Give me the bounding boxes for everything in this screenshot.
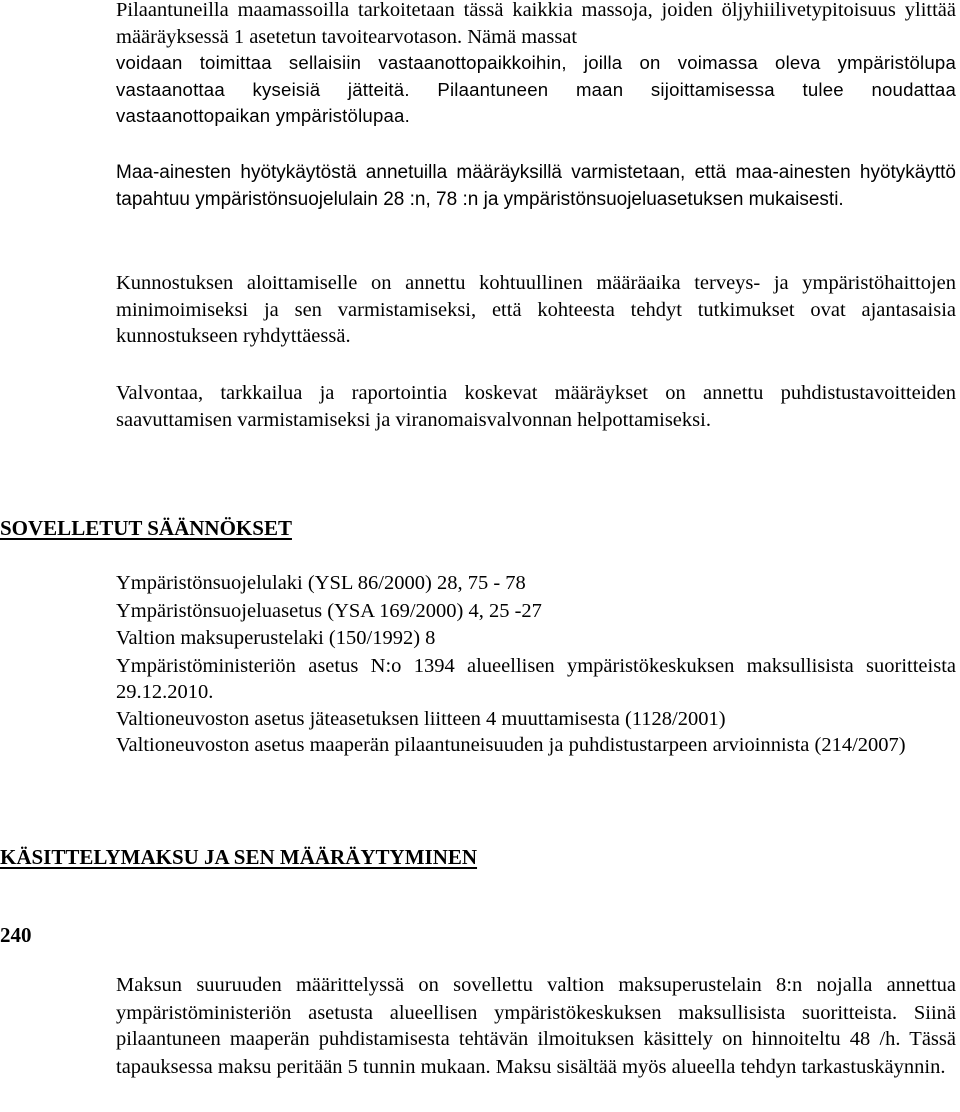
heading-processing-fee: KÄSITTELYMAKSU JA SEN MÄÄRÄYTYMINEN [0, 845, 478, 869]
paragraph-remediation-deadline-text: Kunnostuksen aloittamiselle on annettu kohtuullinen määräaika terveys- ja ympäristöhaittojen minimoimiseksi ja sen varmistamiseksi, että kohteesta tehdyt tutkimukset ovat ajantasaisia kunnostukseen ryhdyttäessä. [116, 272, 956, 347]
paragraph-soil-utilisation-part2: :n, 78 [409, 188, 463, 210]
fee-amount [0, 923, 32, 948]
paragraph-contaminated-soils-continued [116, 50, 956, 130]
list-item: Valtion maksuperustelaki (150/1992) 8 [116, 627, 436, 649]
paragraph-contaminated-soils [116, 0, 956, 50]
paragraph-monitoring [116, 380, 956, 433]
applied-rules-list [116, 570, 956, 759]
paragraph-soil-utilisation [116, 160, 956, 213]
paragraph-contaminated-soils-serif: Pilaantuneilla maamassoilla tarkoitetaan tässä kaikkia massoja, joiden öljyhiilivetypitoisuus ylittää määräyksessä 1 asetetun tavoitearvotason. Nämä massat [116, 0, 956, 48]
paragraph-soil-utilisation-part3: :n ja ympäristönsuojeluasetuksen mukaisesti. [462, 188, 844, 210]
list-item: Valtioneuvoston asetus maaperän pilaantuneisuuden ja puhdistustarpeen arvioinnista (214/2007) [116, 734, 906, 756]
paragraph-monitoring-text: Valvontaa, tarkkailua ja raportointia koskevat määräykset on annettu puhdistustavoitteiden saavuttamisen varmistamiseksi ja viranomaisvalvonnan helpottamiseksi. [116, 382, 956, 431]
fee-amount-value: 240 [0, 923, 32, 947]
paragraph-fee-basis [116, 972, 956, 1080]
list-item: Ympäristönsuojelulaki (YSL 86/2000) 28, 75 - 78 [116, 572, 526, 594]
paragraph-remediation-deadline [116, 270, 956, 350]
paragraph-contaminated-soils-mixed: voidaan toimittaa sellaisiin vastaanottopaikkoihin, joilla on voimassa oleva ympäristölupa vastaanottaa kyseisiä jätteitä. Pilaantuneen maan sijoittamisessa tulee noudattaa vastaanottopaikan ympäristölupaa. [116, 52, 956, 126]
paragraph-soil-utilisation-part1: Maa-ainesten hyötykäytöstä annetuilla määräyksillä varmistetaan, että maa-ainesten hyötykäyttö tapahtuu ympäristönsuojelulain 28 [116, 162, 956, 210]
list-item: Ympäristöministeriön asetus N:o 1394 alueellisen ympäristökeskuksen maksullisista suoritteista 29.12.2010. [116, 654, 956, 703]
list-item: Ympäristönsuojeluasetus (YSA 169/2000) 4, 25 -27 [116, 599, 542, 622]
list-item: Valtioneuvoston asetus jäteasetuksen liitteen 4 muuttamisesta (1128/2001) [116, 707, 726, 730]
paragraph-fee-basis-part1: Maksun suuruuden määrittelyssä on sovellettu valtion maksuperustelain 8 [116, 974, 787, 996]
heading-applied-rules: SOVELLETUT SÄÄNNÖKSET [0, 516, 292, 540]
paragraph-fee-basis-part3: /h. Tässä tapauksessa maksu peritään 5 tunnin mukaan. Maksu sisältää myös alueella tehdyn tarkastuskäynnin. [116, 1028, 956, 1078]
paragraph-fee-basis-part2: :n nojalla annettua ympäristöministeriön asetusta alueellisen ympäristökeskuksen maksullisista suoritteista. Siinä pilaantuneen maaperän puhdistamisesta tehtävän ilmoituksen käsittely on hinnoiteltu 48 [116, 974, 957, 1050]
